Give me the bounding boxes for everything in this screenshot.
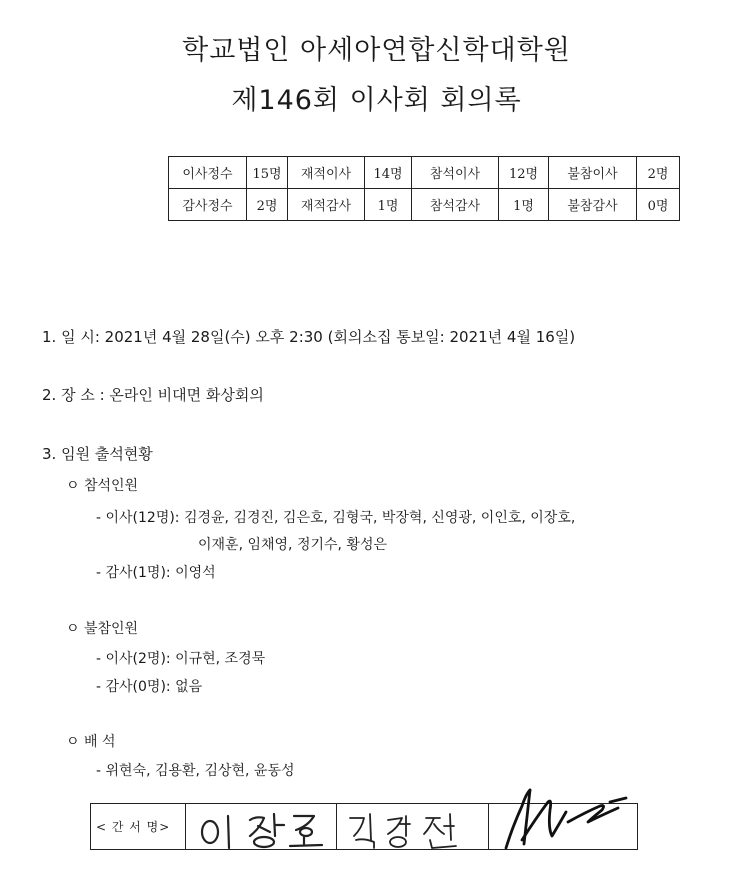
table-cell: 2명 [247,189,288,221]
table-cell: 재적이사 [288,157,365,189]
table-cell: 불참이사 [549,157,637,189]
handwritten-signature [192,806,332,850]
table-cell: 이사정수 [169,157,247,189]
document-title: 학교법인 아세아연합신학대학원 [182,35,571,66]
table-cell: 불참감사 [549,189,637,221]
attendance-stats-table [168,156,680,221]
absent-directors: - 이사(2명): 이규현, 조경묵 [96,651,266,667]
table-cell: 15명 [247,157,288,189]
present-heading: ㅇ 참석인원 [66,478,139,494]
document-subtitle: 제146회 이사회 회의록 [231,85,522,116]
absent-heading: ㅇ 불참인원 [66,621,139,637]
present-directors-line1: - 이사(12명): 김경윤, 김경진, 김은호, 김형국, 박장혁, 신영광, 이인호, 이장호, [96,510,576,526]
table-cell: 감사정수 [169,189,247,221]
observer-list: - 위현숙, 김용환, 김상현, 윤동성 [96,763,295,779]
table-cell: 재적감사 [288,189,365,221]
present-directors-line2: 이재훈, 임채영, 정기수, 황성은 [198,537,387,553]
present-auditors: - 감사(1명): 이영석 [96,565,216,581]
table-cell: 0명 [637,189,680,221]
table-cell: 참석이사 [412,157,499,189]
table-cell: 14명 [365,157,412,189]
table-row [169,189,680,221]
table-cell: 참석감사 [412,189,499,221]
absent-auditors: - 감사(0명): 없음 [96,679,203,695]
table-cell: 2명 [637,157,680,189]
table-cell: 1명 [499,189,549,221]
handwritten-signature [492,778,642,854]
handwritten-signature [344,806,484,850]
observer-heading: ㅇ 배 석 [66,734,116,750]
section-datetime: 1. 일 시: 2021년 4월 28일(수) 오후 2:30 (회의소집 통보일: 2021년 4월 16일) [42,328,576,346]
table-cell: 12명 [499,157,549,189]
section-attendance-heading: 3. 임원 출석현황 [42,445,153,463]
section-location: 2. 장 소 : 온라인 비대면 화상회의 [42,386,264,404]
signature-label: < 간 서 명> [96,820,171,834]
table-row [169,157,680,189]
table-cell: 1명 [365,189,412,221]
